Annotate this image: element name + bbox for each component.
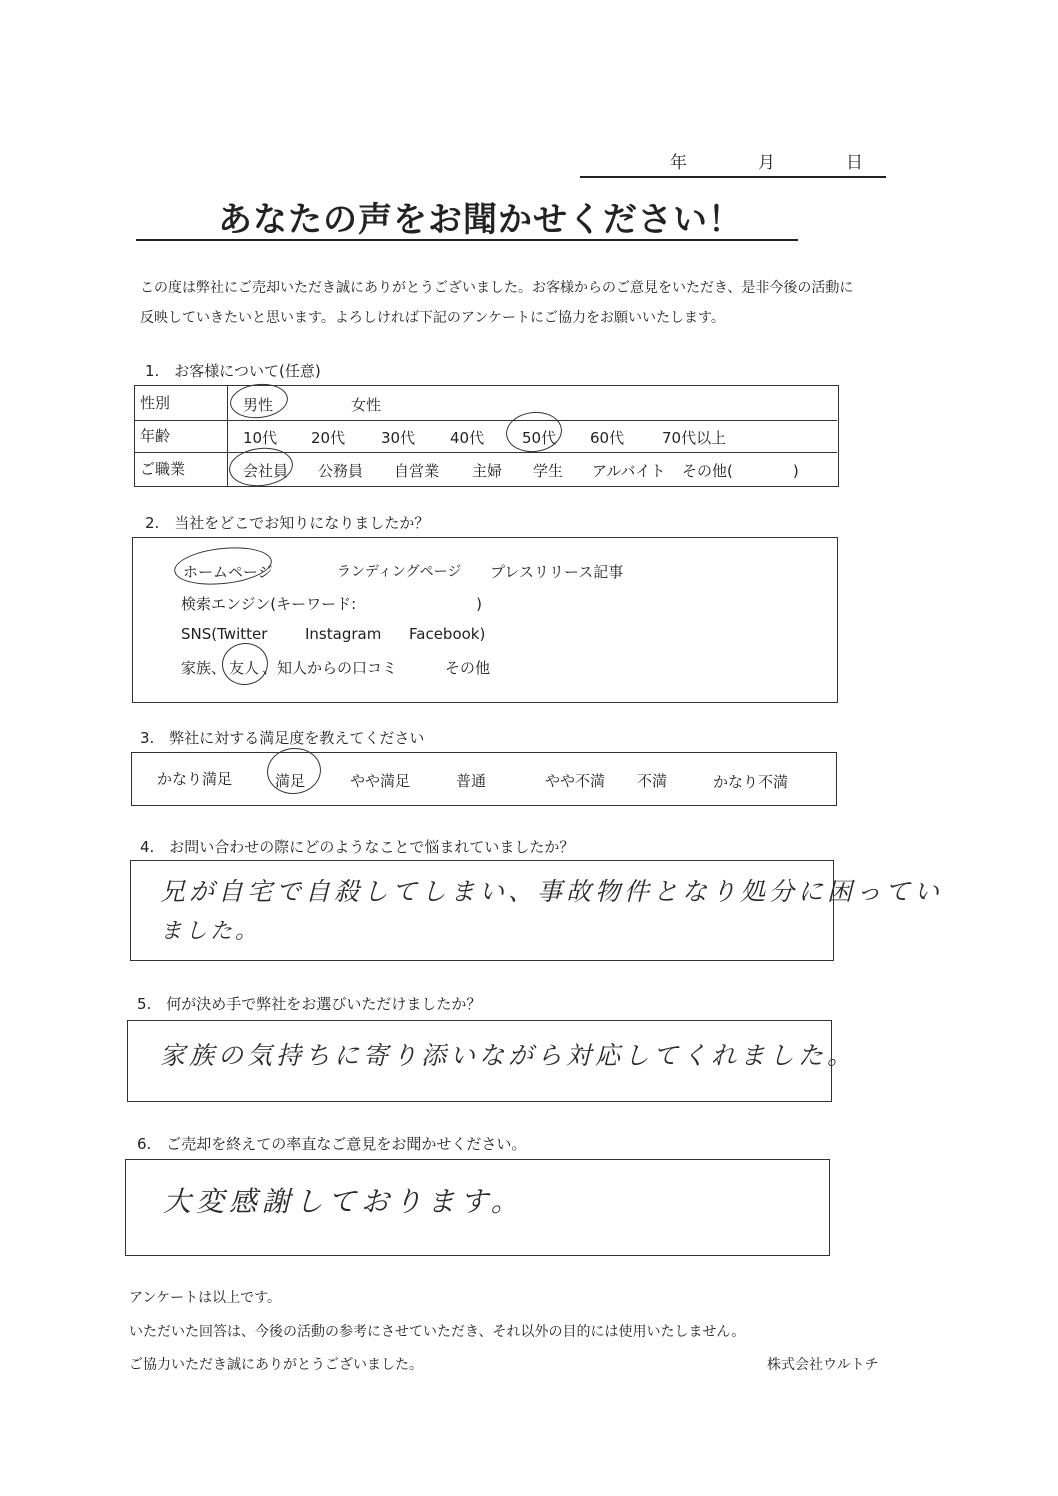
q6-heading: 6. ご売却を終えての率直なご意見をお聞かせください。 xyxy=(137,1135,527,1153)
date-section xyxy=(580,148,886,178)
company-name: 株式会社ウルトチ xyxy=(767,1357,879,1373)
footer-line-3: ご協力いただき誠にありがとうございました。 xyxy=(129,1357,423,1373)
satisfaction-dissatisfied[interactable]: 不満 xyxy=(637,772,668,790)
job-option-other[interactable]: その他( ) xyxy=(682,462,799,480)
source-option-sns-twitter[interactable]: SNS(Twitter xyxy=(181,625,268,643)
intro-line-1: この度は弊社にご売却いただき誠にありがとうございました。お客様からのご意見をいただき、是非今後の活動に xyxy=(140,280,854,296)
satisfaction-very-dissatisfied[interactable]: かなり不満 xyxy=(713,773,789,791)
age-option-50s[interactable]: 50代 xyxy=(522,429,557,447)
age-option-20s[interactable]: 20代 xyxy=(311,429,346,447)
age-option-10s[interactable]: 10代 xyxy=(243,429,278,447)
date-year-label: 年 xyxy=(670,153,687,173)
source-option-family[interactable]: 家族、 xyxy=(181,659,227,677)
age-option-30s[interactable]: 30代 xyxy=(381,429,416,447)
age-option-70s-plus[interactable]: 70代以上 xyxy=(662,429,727,447)
satisfaction-satisfied[interactable]: 満足 xyxy=(275,772,306,790)
q1-heading: 1. お客様について(任意) xyxy=(145,362,321,380)
q4-answer-line-1: 兄が自宅で自殺してしまい、事故物件となり処分に困ってい xyxy=(160,877,944,906)
job-option-homemaker[interactable]: 主婦 xyxy=(472,462,503,480)
footer-line-2: いただいた回答は、今後の活動の参考にさせていただき、それ以外の目的には使用いたしません。 xyxy=(129,1324,746,1340)
satisfaction-somewhat-dissatisfied[interactable]: やや不満 xyxy=(545,772,606,790)
q1-label-age: 年齢 xyxy=(140,427,171,445)
gender-option-male[interactable]: 男性 xyxy=(243,396,274,414)
source-option-instagram[interactable]: Instagram xyxy=(305,625,382,643)
q3-heading: 3. 弊社に対する満足度を教えてください xyxy=(140,729,425,747)
gender-option-female[interactable]: 女性 xyxy=(351,396,382,414)
title-underline xyxy=(136,239,798,241)
source-option-press-release[interactable]: プレスリリース記事 xyxy=(490,563,624,581)
age-option-60s[interactable]: 60代 xyxy=(590,429,625,447)
q4-answer-line-2: ました。 xyxy=(160,919,261,944)
date-day-label: 日 xyxy=(846,153,863,173)
source-option-friend[interactable]: 友人 xyxy=(229,659,260,677)
source-option-search-engine[interactable]: 検索エンジン(キーワード: ) xyxy=(181,595,483,613)
satisfaction-somewhat-satisfied[interactable]: やや満足 xyxy=(350,772,411,790)
intro-line-2: 反映していきたいと思います。よろしければ下記のアンケートにご協力をお願いいたします。 xyxy=(140,310,725,326)
source-option-acquaintance[interactable]: 、知人からの口コミ xyxy=(262,659,398,677)
q1-label-occupation: ご職業 xyxy=(140,460,186,478)
date-month-label: 月 xyxy=(758,153,775,173)
job-option-company-employee[interactable]: 会社員 xyxy=(243,462,289,480)
q5-heading: 5. 何が決め手で弊社をお選びいただけましたか？ xyxy=(137,995,482,1013)
date-underline xyxy=(580,176,886,178)
q4-heading: 4. お問い合わせの際にどのようなことで悩まれていましたか？ xyxy=(140,838,575,856)
q6-answer: 大変感謝しております。 xyxy=(163,1185,524,1218)
q1-label-gender: 性別 xyxy=(140,394,171,412)
satisfaction-very-satisfied[interactable]: かなり満足 xyxy=(157,770,233,788)
q2-heading: 2. 当社をどこでお知りになりましたか？ xyxy=(145,514,430,532)
source-option-facebook[interactable]: Facebook) xyxy=(409,625,486,643)
job-option-student[interactable]: 学生 xyxy=(533,462,564,480)
footer-line-1: アンケートは以上です。 xyxy=(129,1290,282,1306)
source-option-other[interactable]: その他 xyxy=(445,659,491,677)
q5-answer: 家族の気持ちに寄り添いながら対応してくれました。 xyxy=(160,1041,857,1070)
source-option-landing-page[interactable]: ランディングページ xyxy=(337,564,462,580)
job-option-part-time[interactable]: アルバイト xyxy=(592,462,666,480)
age-option-40s[interactable]: 40代 xyxy=(450,429,485,447)
satisfaction-neutral[interactable]: 普通 xyxy=(456,772,487,790)
page-title: あなたの声をお聞かせください！ xyxy=(218,200,743,240)
source-option-homepage[interactable]: ホームページ xyxy=(183,563,273,581)
job-option-civil-servant[interactable]: 公務員 xyxy=(318,462,364,480)
job-option-self-employed[interactable]: 自営業 xyxy=(394,462,440,480)
